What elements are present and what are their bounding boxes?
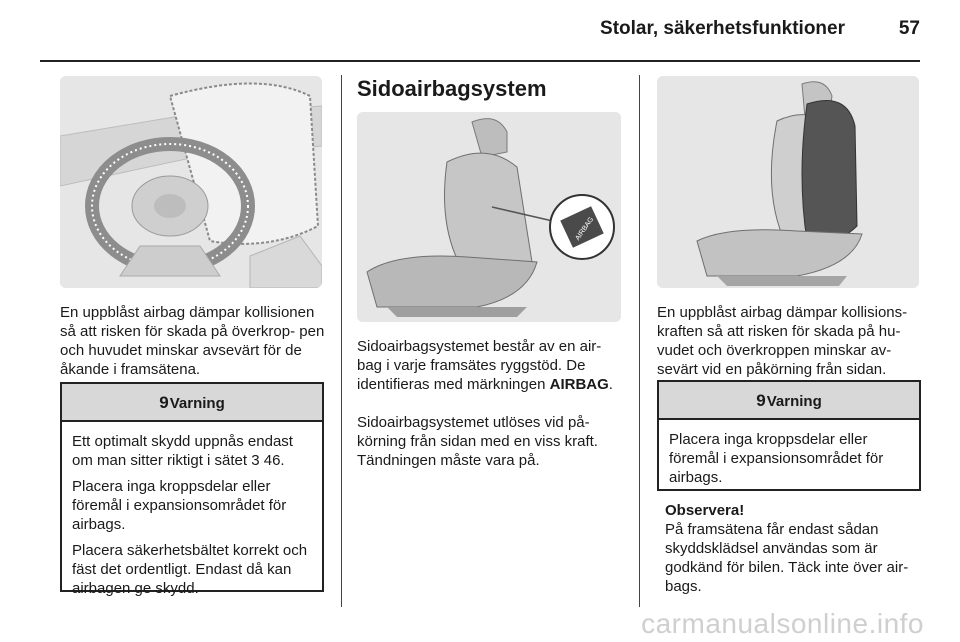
col1-warning-header [62, 384, 322, 422]
col1-warning-box [60, 382, 324, 597]
seat-with-airbag-label-illustration [357, 112, 621, 322]
col3-warning-p1: Placera inga kroppsdelar eller föremål i expansionsområdet för airbags. [669, 431, 884, 486]
page-header-title: Stolar, säkerhetsfunktioner [600, 18, 845, 39]
airbag-steering-wheel-figure [60, 76, 322, 288]
col2-paragraph-2: Sidoairbagsystemet utlöses vid på- körning från sidan med en viss kraft. Tändningen måste vara på. [357, 414, 598, 469]
col3-paragraph: En uppblåst airbag dämpar kollisions- kraften så att risken för skada på hu- vudet och överkroppen minskar av- sevärt vid en påkörning från sidan. [657, 304, 908, 378]
col3-warning-title: Varning [766, 393, 822, 410]
col3-warning-box [657, 380, 921, 491]
airbag-marking: AIRBAG [549, 376, 609, 393]
section-title: Sidoairbagsystem [357, 76, 547, 101]
note-label: Observera! [665, 502, 745, 519]
header-rule [40, 60, 920, 62]
airbag-tag-label: AIRBAG [574, 216, 596, 242]
column-divider-left [341, 75, 342, 607]
col2-paragraph-1: Sidoairbagsystemet består av en air- bag i varje framsätes ryggstöd. De identifieras med märkningen AIRBAG. [357, 338, 613, 393]
column-divider-right [639, 75, 640, 607]
page-number: 57 [898, 18, 920, 39]
col1-warning-title: Varning [169, 395, 225, 412]
page-reference-icon: 3 [251, 452, 260, 469]
col1-warning-p3: Placera säkerhetsbältet korrekt och fäst det ordentligt. Endast då kan airbagen ge skydd. [72, 542, 308, 597]
airbag-steering-wheel-illustration [60, 76, 322, 288]
col1-warning-p2: Placera inga kroppsdelar eller föremål i expansionsområdet för airbags. [72, 478, 287, 533]
col3-note [665, 501, 929, 596]
warning-symbol-icon: 9 [756, 391, 766, 410]
col3-warning-header [659, 382, 919, 420]
note-text: På framsätena får endast sådan skyddsklädsel användas som är godkänd för bilen. Täck inte över air- bags. [665, 521, 909, 595]
seat-with-deployed-side-airbag-illustration [657, 76, 919, 288]
watermark-text: carmanualsonline.info [641, 608, 924, 639]
col1-paragraph: En uppblåst airbag dämpar kollisionen så att risken för skada på överkrop- pen och huvudet minskar avsevärt för de åkande i framsätena. [60, 304, 325, 378]
warning-symbol-icon: 9 [159, 393, 169, 412]
seat-airbag-label-figure [357, 112, 621, 322]
seat-side-airbag-figure [657, 76, 919, 288]
col1-warning-p1: Ett optimalt skydd uppnås endast om man sitter riktigt i sätet 3 46. [72, 433, 293, 469]
